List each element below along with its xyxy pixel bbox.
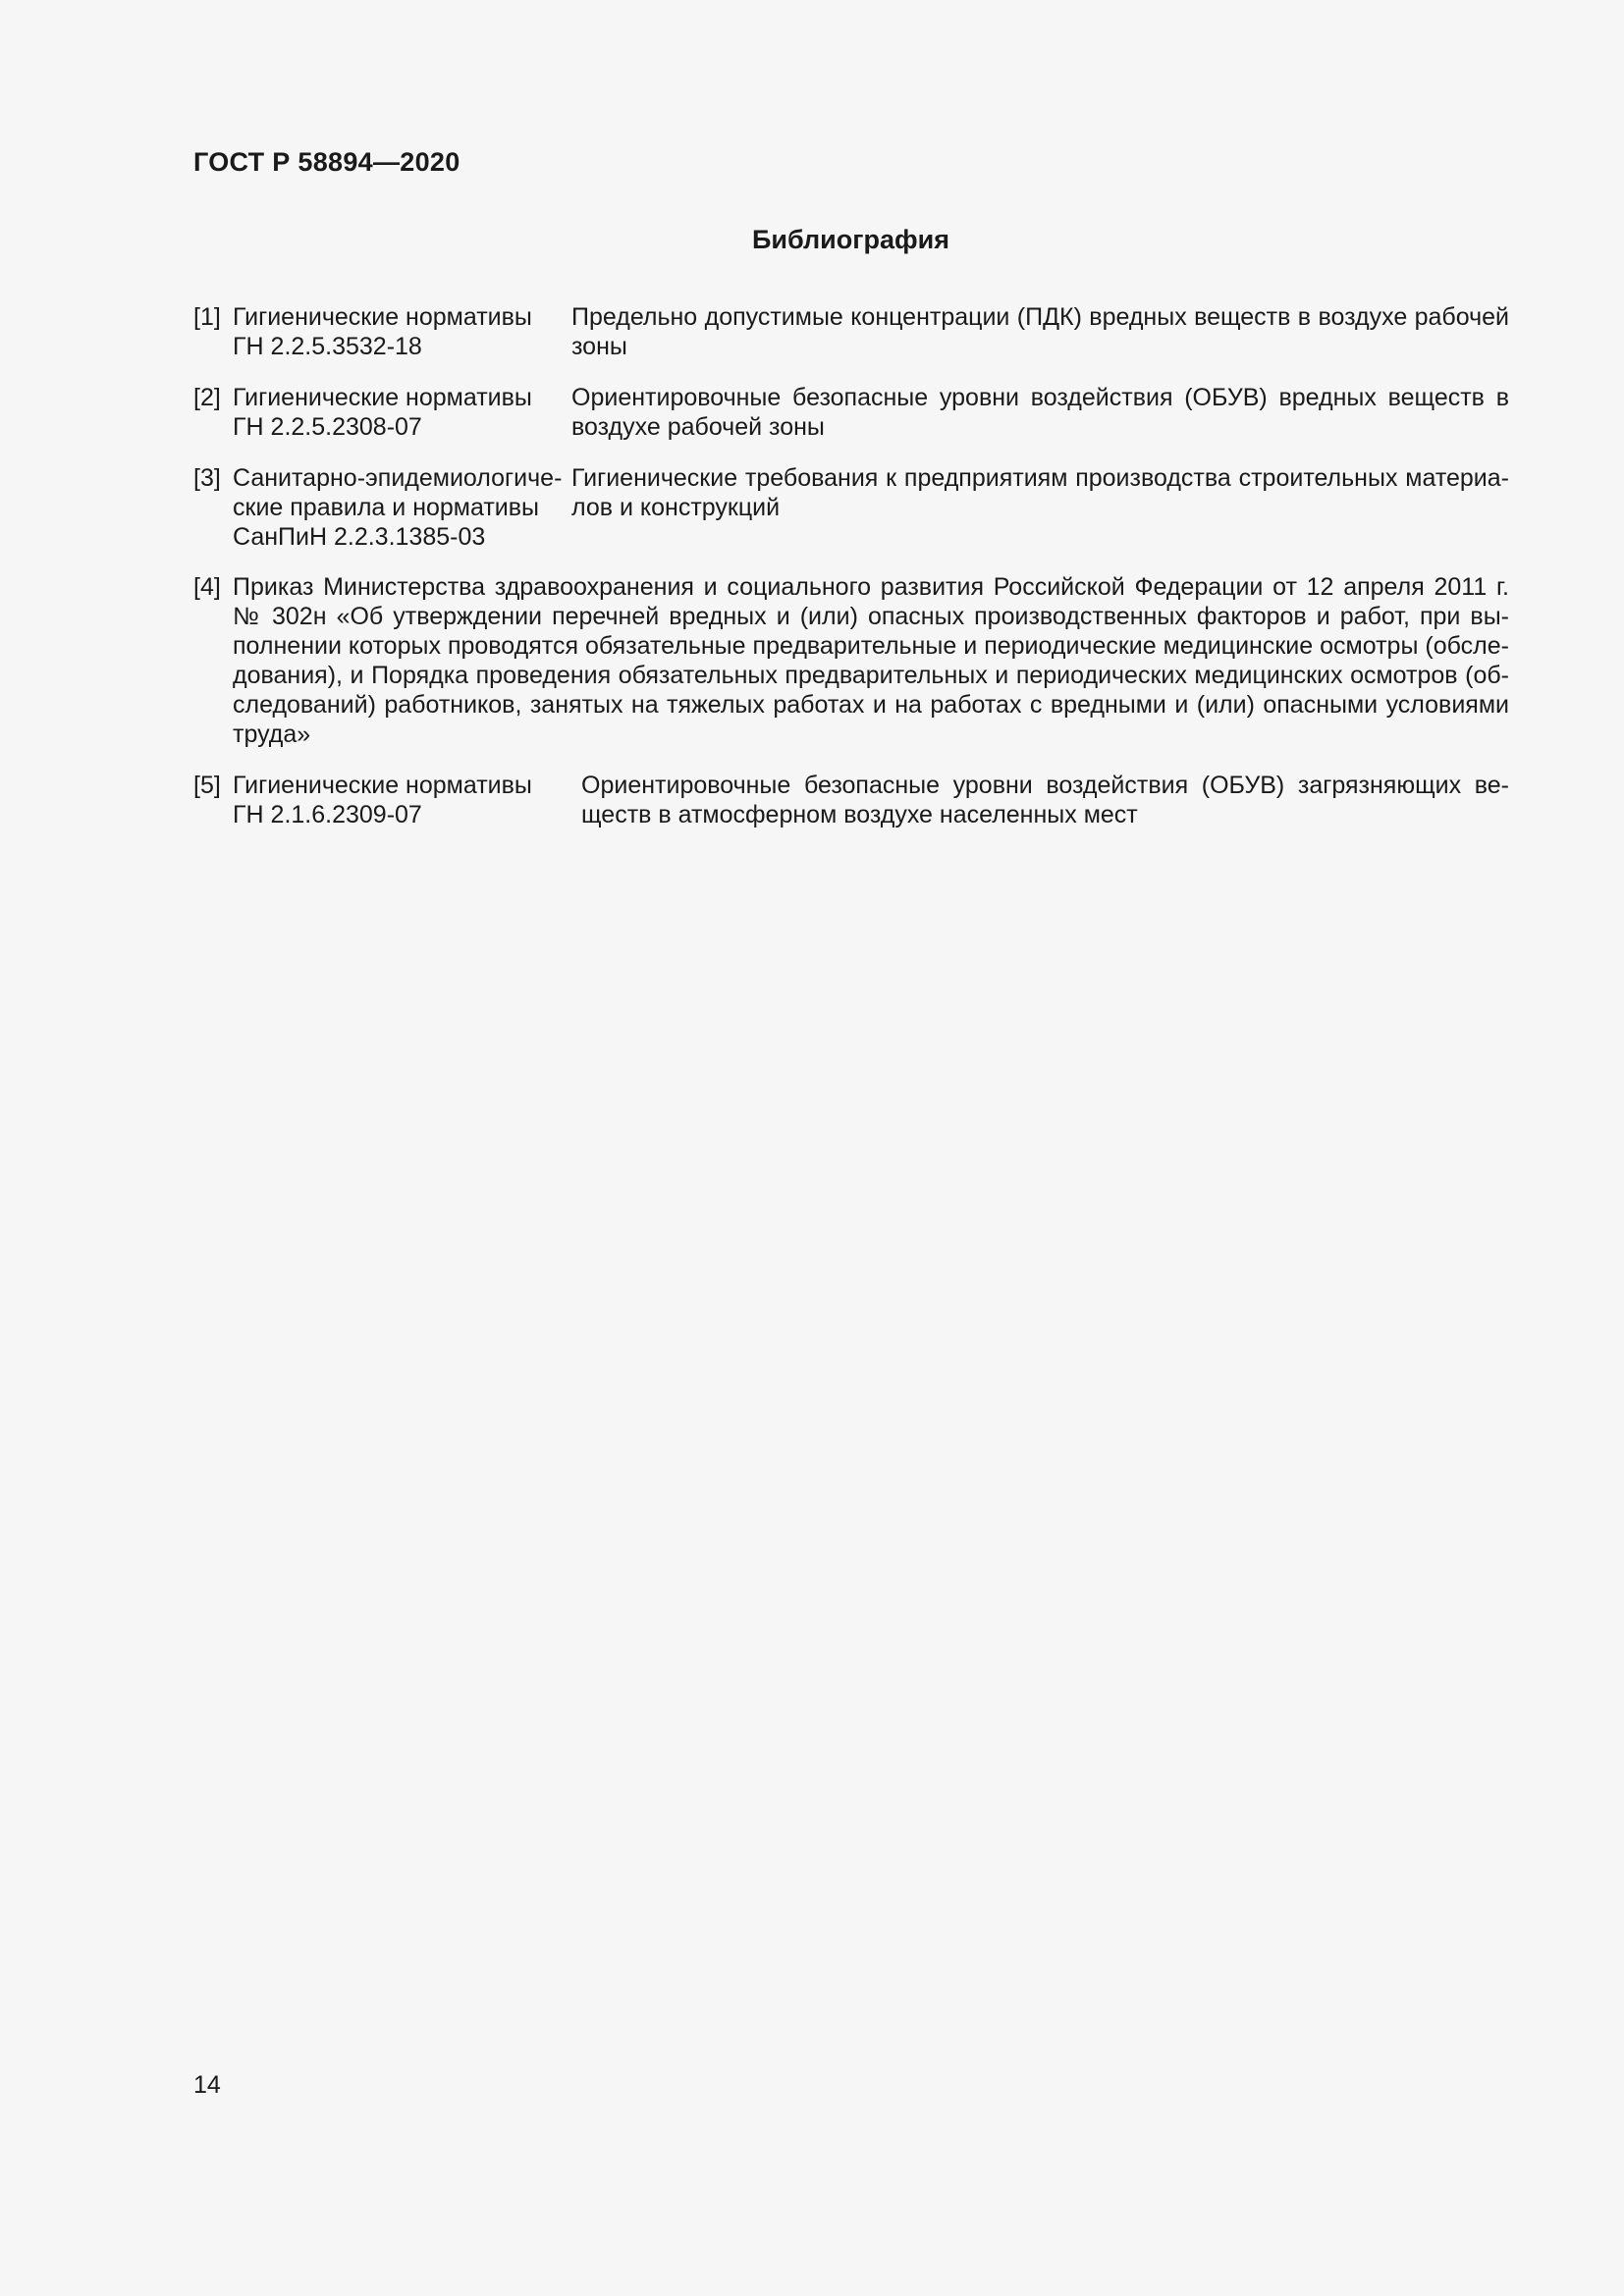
- entry-title-line: Ориентировочные безопасные уровни воздействия (ОБУВ) загрязняющих ве-: [581, 772, 1509, 799]
- entry-text-line: полнении которых проводятся обязательные предварительные и периодические медицинские осмотры (обсле-: [233, 632, 1509, 660]
- bibliography-entry-1: [193, 302, 1509, 365]
- entry-title: [571, 463, 1509, 522]
- entry-full-text: [233, 572, 1509, 749]
- entry-source-line: Гигиенические нормативы: [233, 303, 532, 331]
- entry-number: [4]: [193, 573, 221, 601]
- bibliography-entry-3: [193, 463, 1509, 556]
- entry-source: [233, 383, 532, 442]
- entry-text-line: № 302н «Об утверждении перечней вредных и (или) опасных производственных факторов и работ, при вы-: [233, 603, 1509, 630]
- entry-source-line: ГН 2.2.5.3532-18: [233, 333, 422, 360]
- entry-number: [3]: [193, 464, 221, 492]
- entry-source-line: СанПиН 2.2.3.1385-03: [233, 523, 486, 551]
- entry-title-line: Гигиенические требования к предприятиям производства строительных материа-: [571, 464, 1509, 492]
- entry-text-line: Приказ Министерства здравоохранения и социального развития Российской Федерации от 12 апреля 2011 г.: [233, 573, 1509, 601]
- entry-source-line: ГН 2.1.6.2309-07: [233, 801, 422, 828]
- entry-source-line: Гигиенические нормативы: [233, 772, 532, 799]
- page-number: 14: [193, 2071, 221, 2099]
- bibliography-title: Библиография: [752, 225, 949, 254]
- entry-text-line: дования), и Порядка проведения обязательных предварительных и периодических медицинских осмотров (об-: [233, 662, 1509, 689]
- entry-title-line: лов и конструкций: [571, 494, 781, 521]
- entry-source: [233, 463, 562, 552]
- entry-source-line: Гигиенические нормативы: [233, 384, 532, 411]
- document-code-header: ГОСТ Р 58894—2020: [193, 147, 460, 177]
- entry-source: [233, 302, 532, 361]
- entry-number: [2]: [193, 384, 221, 411]
- entry-text-line: труда»: [233, 721, 311, 748]
- entry-number: [5]: [193, 772, 221, 799]
- entry-title-line: Ориентировочные безопасные уровни воздействия (ОБУВ) вредных веществ в: [571, 384, 1509, 411]
- bibliography-entry-4: [193, 572, 1509, 755]
- entry-title-line: Предельно допустимые концентрации (ПДК) вредных веществ в воздухе рабочей: [571, 303, 1509, 331]
- bibliography-entry-2: [193, 383, 1509, 446]
- entry-source-line: ГН 2.2.5.2308-07: [233, 413, 422, 441]
- entry-title: [571, 302, 1509, 361]
- entry-title-line: ществ в атмосферном воздухе населенных мест: [581, 801, 1138, 828]
- entry-title-line: воздухе рабочей зоны: [571, 413, 825, 441]
- entry-title: [581, 771, 1509, 829]
- entry-source-line: Санитарно-эпидемиологиче-: [233, 464, 563, 492]
- entry-title: [571, 383, 1509, 442]
- entry-title-line: зоны: [571, 333, 627, 360]
- entry-text-line: следований) работников, занятых на тяжелых работах и на работах с вредными и (или) опасными условиями: [233, 691, 1509, 719]
- entry-source: [233, 771, 532, 829]
- entry-number: [1]: [193, 303, 221, 331]
- entry-source-line: ские правила и нормативы: [233, 494, 540, 521]
- bibliography-entry-5: [193, 771, 1509, 833]
